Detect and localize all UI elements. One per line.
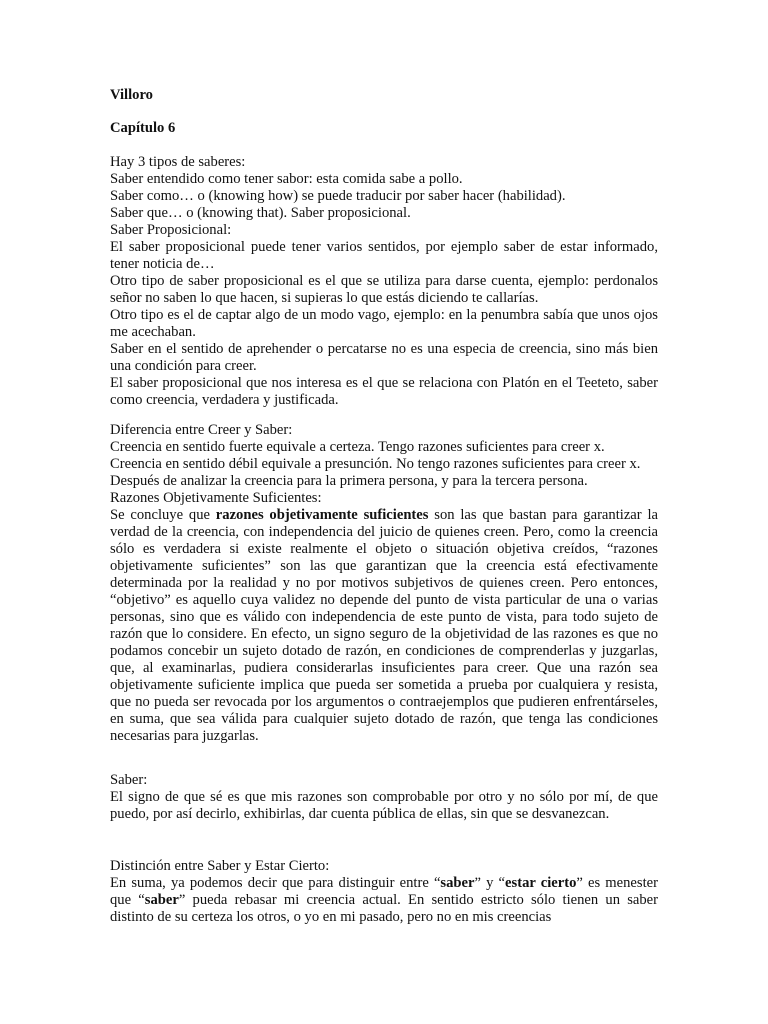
text-run: Se concluye que: [110, 507, 216, 523]
text-line: Saber como… o (knowing how) se puede traducir por saber hacer (habilidad).: [110, 188, 566, 204]
paragraph: Creencia en sentido fuerte equivale a certeza. Tengo razones suficientes para creer x.: [110, 439, 605, 455]
bold-term: saber: [440, 875, 475, 891]
paragraph: Saber en el sentido de aprehender o percatarse no es una especia de creencia, sino más bien una condición para creer.: [110, 341, 658, 374]
paragraph: Después de analizar la creencia para la primera persona, y para la tercera persona.: [110, 473, 588, 489]
bold-term: razones objetivamente suficientes: [215, 507, 429, 523]
text-run: ” pueda rebasar mi creencia actual. En sentido estricto sólo tienen un saber distinto de su certeza los otros, o yo en mi pasado, pero no en mis creencias: [110, 892, 658, 925]
text-run: ” y “: [474, 875, 506, 891]
section-saber-estar-cierto: [110, 858, 658, 926]
text-line: Saber entendido como tener sabor: esta comida sabe a pollo.: [110, 171, 463, 187]
bold-term: estar cierto: [505, 875, 577, 891]
section-tipos-de-saberes: [110, 154, 658, 409]
section-heading: Distinción entre Saber y Estar Cierto:: [110, 858, 330, 874]
paragraph: El saber proposicional puede tener varios sentidos, por ejemplo saber de estar informado, tener noticia de…: [110, 239, 658, 272]
author-heading: Villoro: [110, 87, 153, 103]
section-creer-y-saber: [110, 422, 658, 745]
text-run: ” es menester que “: [110, 875, 658, 908]
paragraph: El saber proposicional que nos interesa es el que se relaciona con Platón en el Teeteto, saber como creencia, verdadera y justificada.: [110, 375, 658, 408]
section-saber: [110, 772, 658, 823]
text-run: En suma, ya podemos decir que para distinguir entre “: [110, 875, 441, 891]
paragraph: El signo de que sé es que mis razones son comprobable por otro y no sólo por mí, de que puedo, por así decirlo, exhibirlas, dar cuenta pública de ellas, sin que se desvanezcan.: [110, 789, 658, 822]
paragraph: Otro tipo de saber proposicional es el que se utiliza para darse cuenta, ejemplo: perdonalos señor no saben lo que hacen, si supieras lo que estás diciendo te callarías.: [110, 273, 658, 306]
paragraph: Creencia en sentido débil equivale a presunción. No tengo razones suficientes para creer x.: [110, 456, 641, 472]
text-line: Saber que… o (knowing that). Saber proposicional.: [110, 205, 411, 221]
text-line: Hay 3 tipos de saberes:: [110, 154, 246, 170]
chapter-heading: Capítulo 6: [110, 120, 176, 136]
section-heading: Saber Proposicional:: [110, 222, 232, 238]
paragraph-distincion: [110, 875, 658, 926]
section-subheading: Razones Objetivamente Suficientes:: [110, 490, 322, 506]
section-heading: Saber:: [110, 772, 148, 788]
text-run: son las que bastan para garantizar la verdad de la creencia, con independencia del juicio de quienes creen. Pero, como la creencia sólo es verdadera si existe realmente el objeto o situación objetiva creídos, “razones objetivamente suficientes” son las que garantizan que la creencia está efectivamente determinada por la realidad y no por motivos subjetivos de quienes creen. Pero entonces, “objetivo” es aquello cuya validez no depende del punto de vista particular de una o varias personas, sino que es válido con independencia de este punto de vista, para todo sujeto de razón que lo considere. En efecto, un signo seguro de la objetividad de las razones es que no podamos concebir un sujeto dotado de razón, en condiciones de comprenderlas y juzgarlas, que, al examinarlas, pudiera considerarlas insuficientes para creer. Que una razón sea objetivamente suficiente implica que pueda ser sometida a prueba por cualquiera y resista, que no pueda ser revocada por los argumentos o contraejemplos que pudieren enfrentárseles, en suma, que sea válida para cualquier sujeto dotado de razón, que tenga las condiciones necesarias para juzgarlas.: [110, 507, 658, 744]
bold-term: saber: [144, 892, 179, 908]
paragraph-razones: [110, 507, 658, 745]
paragraph: Otro tipo es el de captar algo de un modo vago, ejemplo: en la penumbra sabía que unos ojos me acechaban.: [110, 307, 658, 340]
section-heading: Diferencia entre Creer y Saber:: [110, 422, 293, 438]
